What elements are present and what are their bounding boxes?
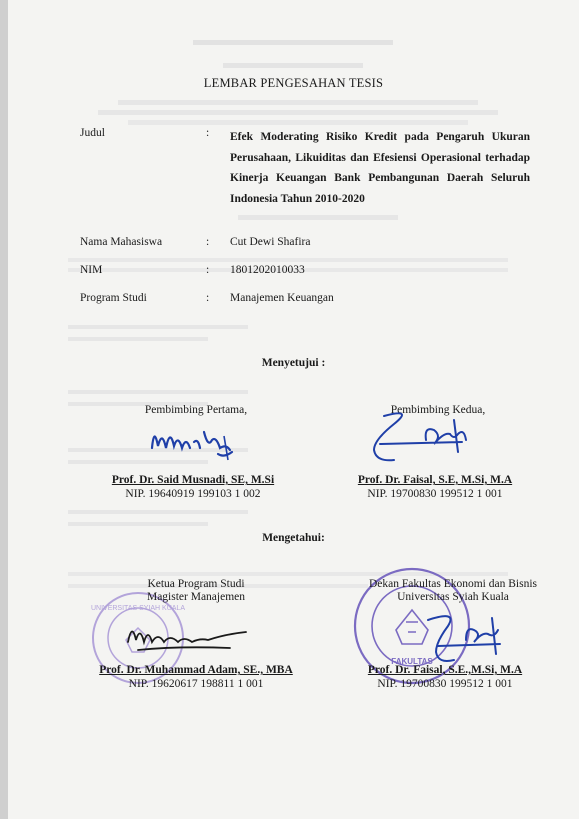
advisor2-nip: NIP. 19700830 199512 1 001: [367, 488, 503, 500]
judul-value: Efek Moderating Risiko Kredit pada Pengaruh Ukuran Perusahaan, Likuiditas dan Efesiensi Operasional terhadap Kinerja Keuangan Bank Pembangunan Daerah Seluruh Indonesia Tahun 2010-2020: [230, 131, 530, 205]
advisor2-role: Pembimbing Kedua,: [390, 404, 486, 416]
kaprodi-role-line1: Ketua Program Studi: [147, 578, 245, 590]
advisor2-signature: [354, 410, 484, 470]
prodi-colon: :: [206, 292, 210, 304]
judul-colon: :: [206, 127, 210, 139]
judul-label: Judul: [80, 127, 105, 139]
prodi-label: Program Studi: [80, 292, 147, 304]
kaprodi-role-line2: Magister Manajemen: [146, 591, 246, 603]
advisor1-role: Pembimbing Pertama,: [144, 404, 248, 416]
advisor1-signature: [148, 418, 248, 468]
nim-label: NIM: [80, 264, 103, 276]
kaprodi-nip: NIP. 19620617 198811 1 001: [128, 678, 264, 690]
nim-value: 1801202010033: [230, 264, 305, 276]
nama-colon: :: [206, 236, 210, 248]
prodi-value: Manajemen Keuangan: [230, 292, 334, 304]
faculty-stamp-text: FAKULTAS: [391, 657, 433, 666]
dean-role-line1: Dekan Fakultas Ekonomi dan Bisnis: [368, 578, 537, 590]
dean-name: Prof. Dr. Faisal, S.E.,M.Si, M.A: [367, 664, 523, 676]
nim-colon: :: [206, 264, 210, 276]
dean-role-line2: Universitas Syiah Kuala: [397, 591, 509, 603]
advisor1-name: Prof. Dr. Said Musnadi, SE, M.Si: [111, 474, 275, 486]
acknowledge-heading: Mengetahui:: [262, 532, 325, 544]
approve-heading: Menyetujui :: [261, 357, 326, 369]
nama-label: Nama Mahasiswa: [80, 236, 163, 248]
advisor2-name: Prof. Dr. Faisal, S.E, M.Si, M.A: [357, 474, 513, 486]
document-page: [8, 0, 579, 819]
document-title: LEMBAR PENGESAHAN TESIS: [203, 76, 384, 90]
advisor1-nip: NIP. 19640919 199103 1 002: [125, 488, 261, 500]
university-stamp-text: UNIVERSITAS SYIAH KUALA: [90, 605, 186, 612]
kaprodi-signature: [118, 612, 258, 662]
dean-nip: NIP. 19700830 199512 1 001: [377, 678, 513, 690]
nama-value: Cut Dewi Shafira: [230, 236, 311, 248]
kaprodi-name: Prof. Dr. Muhammad Adam, SE., MBA: [99, 664, 293, 676]
